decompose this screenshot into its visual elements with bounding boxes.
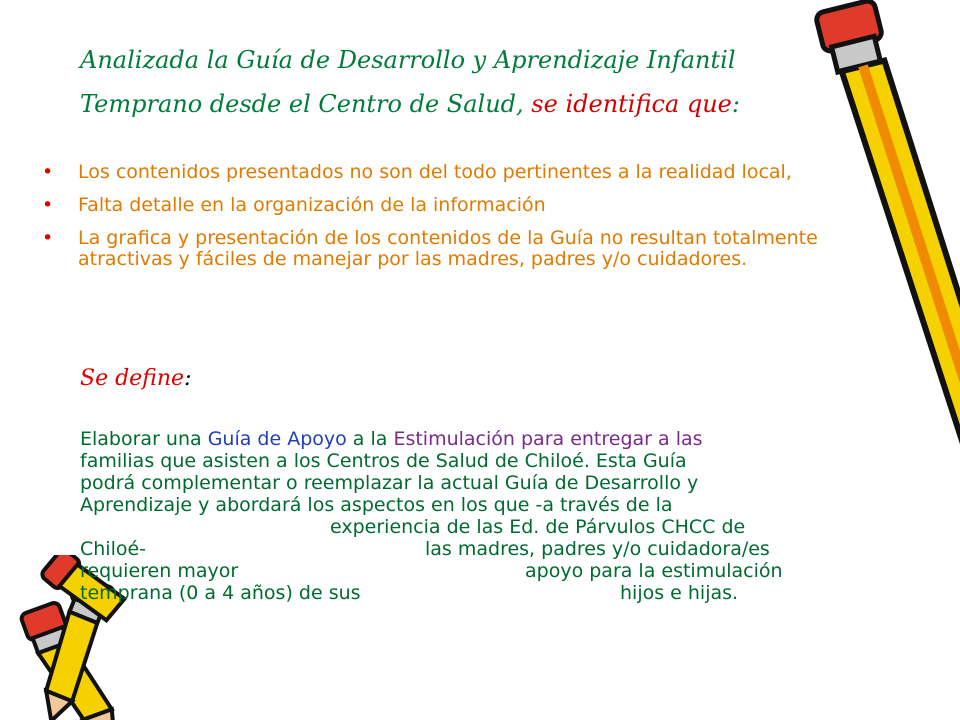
bullet-item xyxy=(42,195,887,216)
bullet-item xyxy=(42,162,887,183)
estimulacion-text: Estimulación xyxy=(393,428,515,450)
paragraph-line: Aprendizaje y abordará los aspectos en los que -a través de la xyxy=(80,494,673,516)
paragraph-text: apoyo para la estimulación xyxy=(525,560,783,582)
title-colon: : xyxy=(731,90,740,118)
paragraph-text: temprana (0 a 4 años) de sus xyxy=(80,582,361,604)
paragraph-text: experiencia de las Ed. de Párvulos CHCC de xyxy=(330,516,746,538)
paragraph-text: Chiloé- xyxy=(80,538,147,560)
define-label: Se define xyxy=(80,366,185,391)
title-line-1: Analizada la Guía de Desarrollo y Aprendizaje Infantil xyxy=(80,46,736,74)
title-line-2-prefix: Temprano desde el Centro de Salud, xyxy=(80,90,532,118)
paragraph-line xyxy=(80,560,870,582)
paragraph-line xyxy=(80,582,870,604)
bullet-list xyxy=(42,162,887,282)
paragraph-text: a la xyxy=(352,428,394,450)
paragraph-text: las madres, padres y/o cuidadora/es xyxy=(425,538,770,560)
definition-paragraph xyxy=(80,428,870,604)
bullet-dot-icon: • xyxy=(42,161,54,183)
paragraph-line xyxy=(80,538,870,560)
guia-apoyo-text: Guía de Apoyo xyxy=(207,428,353,450)
bullet-text: Los contenidos presentados no son del todo pertinentes a la realidad local, xyxy=(78,161,792,183)
slide-title xyxy=(80,38,840,126)
bullet-dot-icon: • xyxy=(42,194,54,216)
paragraph-line: familias que asisten a los Centros de Salud de Chiloé. Esta Guía xyxy=(80,450,687,472)
title-line-2 xyxy=(80,82,840,126)
paragraph-line xyxy=(80,516,870,538)
paragraph-text: hijos e hijas. xyxy=(620,582,739,604)
title-highlight: se identifica que xyxy=(531,90,732,118)
bullet-dot-icon: • xyxy=(42,227,54,249)
bullet-item xyxy=(42,228,887,270)
bullet-text: La grafica y presentación de los contenidos de la Guía no resultan totalmente atractivas y fáciles de manejar por las madres, padres y/o cuidadores. xyxy=(78,227,818,270)
define-heading xyxy=(80,366,191,391)
paragraph-text: para entregar a las xyxy=(514,428,703,450)
paragraph-line xyxy=(80,428,870,450)
paragraph-line: podrá complementar o reemplazar la actual Guía de Desarrollo y xyxy=(80,472,699,494)
paragraph-text: requieren mayor xyxy=(80,560,239,582)
define-colon: : xyxy=(184,366,192,391)
paragraph-text: Elaborar una xyxy=(80,428,208,450)
bullet-text: Falta detalle en la organización de la información xyxy=(78,194,546,216)
